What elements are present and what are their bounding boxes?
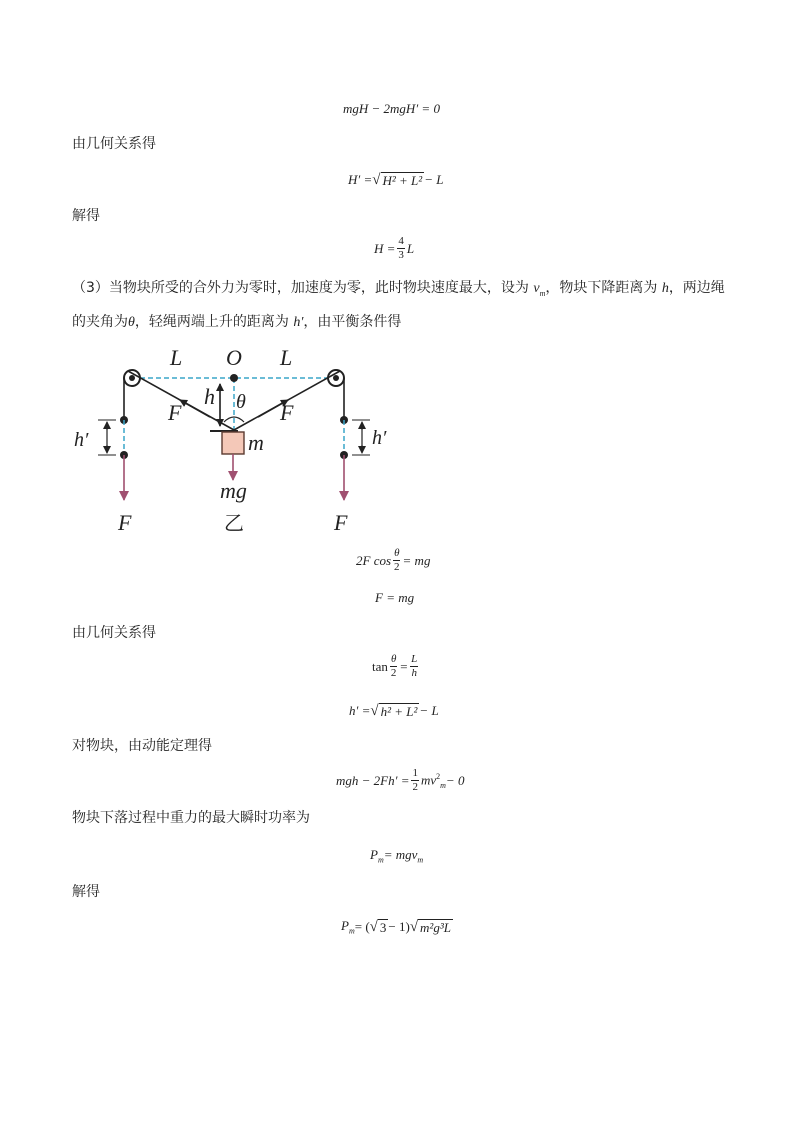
equation-lhs: mgh − 2Fh′ = — [336, 772, 410, 788]
equation-lhs: H = — [374, 240, 396, 256]
radicand: h² + L² — [380, 704, 418, 719]
var-h-prime: h′ — [293, 315, 304, 330]
label-yi: 乙 — [224, 511, 244, 535]
equation-tail: L — [406, 240, 415, 256]
equation-lhs: H′ = — [348, 172, 373, 187]
label-m: m — [248, 430, 264, 455]
paren-close: − 1) — [388, 918, 410, 934]
fraction — [390, 654, 398, 679]
paren-open: = ( — [354, 918, 370, 934]
fraction — [397, 236, 405, 261]
label-mg: mg — [220, 478, 247, 503]
term-Pm: $P_m$ — [341, 918, 355, 936]
tan-label: tan — [372, 658, 388, 674]
radicand: H² + L² — [382, 173, 423, 188]
text-segment: ，两边绳 — [668, 280, 725, 296]
text-segment: ，轻绳两端上升的距离为 — [134, 314, 294, 330]
equation-power-result — [341, 918, 453, 936]
point-O — [230, 374, 238, 382]
equation-power — [370, 847, 423, 865]
label-hp-right: h′ — [372, 427, 387, 449]
denominator: 2 — [390, 667, 397, 679]
pulley-diagram — [70, 340, 410, 540]
label-h: h — [204, 384, 215, 409]
text-max-power: 物块下落过程中重力的最大瞬时功率为 — [72, 810, 310, 826]
fraction — [410, 654, 418, 679]
equation-lhs: 2F cos — [356, 552, 392, 568]
text-segment: （3）当物块所受的合外力为零时，加速度为零，此时物块速度最大，设为 — [72, 280, 534, 296]
equation-h-prime-2 — [349, 703, 439, 719]
equation-rhs: = mg — [402, 552, 431, 568]
equation-work-energy — [336, 768, 464, 793]
denominator: 3 — [398, 249, 404, 261]
equation-text: mgH − 2mgH′ = 0 — [343, 101, 440, 116]
var-theta: θ — [128, 315, 135, 330]
text-segment: 的夹角为 — [72, 314, 128, 330]
text-geometry-2: 由几何关系得 — [72, 625, 156, 641]
label-O: O — [226, 345, 242, 370]
label-L-right: L — [280, 345, 293, 370]
equation-tail: − L — [424, 172, 444, 187]
numerator: 1 — [412, 767, 418, 779]
block-m — [222, 432, 244, 454]
equation-lhs: h′ = — [349, 703, 371, 718]
text-segment: ，由平衡条件得 — [303, 314, 402, 330]
equals: = — [399, 658, 409, 674]
numerator: θ — [390, 653, 397, 665]
equation-h-prime — [348, 172, 443, 188]
denominator: h — [411, 667, 417, 679]
label-theta: θ — [236, 391, 246, 413]
term-Pm: $P_m$ — [370, 847, 384, 865]
radicand: 3 — [379, 919, 387, 935]
fraction — [411, 768, 419, 793]
label-F-right: F — [280, 400, 294, 425]
equation-H — [374, 236, 414, 261]
var-vm: $v_m$ — [533, 281, 546, 298]
equation-text: F = mg — [375, 590, 415, 605]
paragraph-part3-line2 — [72, 312, 401, 333]
term-mgvm: = mgv$_m$ — [383, 847, 424, 865]
radicand: m²g³L — [420, 919, 451, 935]
label-F-left: F — [168, 400, 182, 425]
label-hp-left: h′ — [74, 429, 89, 451]
sqrt: √ H² + L² — [372, 172, 423, 188]
text-solve-2: 解得 — [72, 884, 100, 900]
numerator: L — [411, 653, 418, 665]
numerator: θ — [394, 547, 400, 559]
paragraph-part3-line1 — [72, 278, 725, 304]
label-F-bottom-left: F — [118, 510, 132, 535]
numerator: 4 — [398, 235, 404, 247]
sqrt: √ m²g³L — [409, 918, 451, 935]
term-mv: $mv^2_m$ — [420, 771, 446, 790]
label-F-bottom-right: F — [334, 510, 348, 535]
equation-F-mg — [375, 590, 414, 606]
label-L-left: L — [170, 345, 183, 370]
var-h: h — [661, 281, 669, 296]
denominator: 2 — [394, 561, 400, 573]
text-geometry-1: 由几何关系得 — [72, 136, 156, 152]
fraction — [393, 548, 401, 573]
text-segment: ，物块下降距离为 — [545, 280, 662, 296]
equation-tan — [372, 654, 420, 679]
equation-balance — [356, 548, 430, 573]
sqrt: √ h² + L² — [370, 703, 418, 719]
text-solve-1: 解得 — [72, 208, 100, 224]
equation-tail: − L — [419, 703, 439, 718]
denominator: 2 — [412, 781, 418, 793]
equation-energy — [343, 101, 440, 117]
text-kinetic-theorem: 对物块，由动能定理得 — [72, 738, 212, 754]
equation-tail: − 0 — [445, 772, 465, 788]
sqrt-3: √ 3 — [369, 918, 387, 935]
